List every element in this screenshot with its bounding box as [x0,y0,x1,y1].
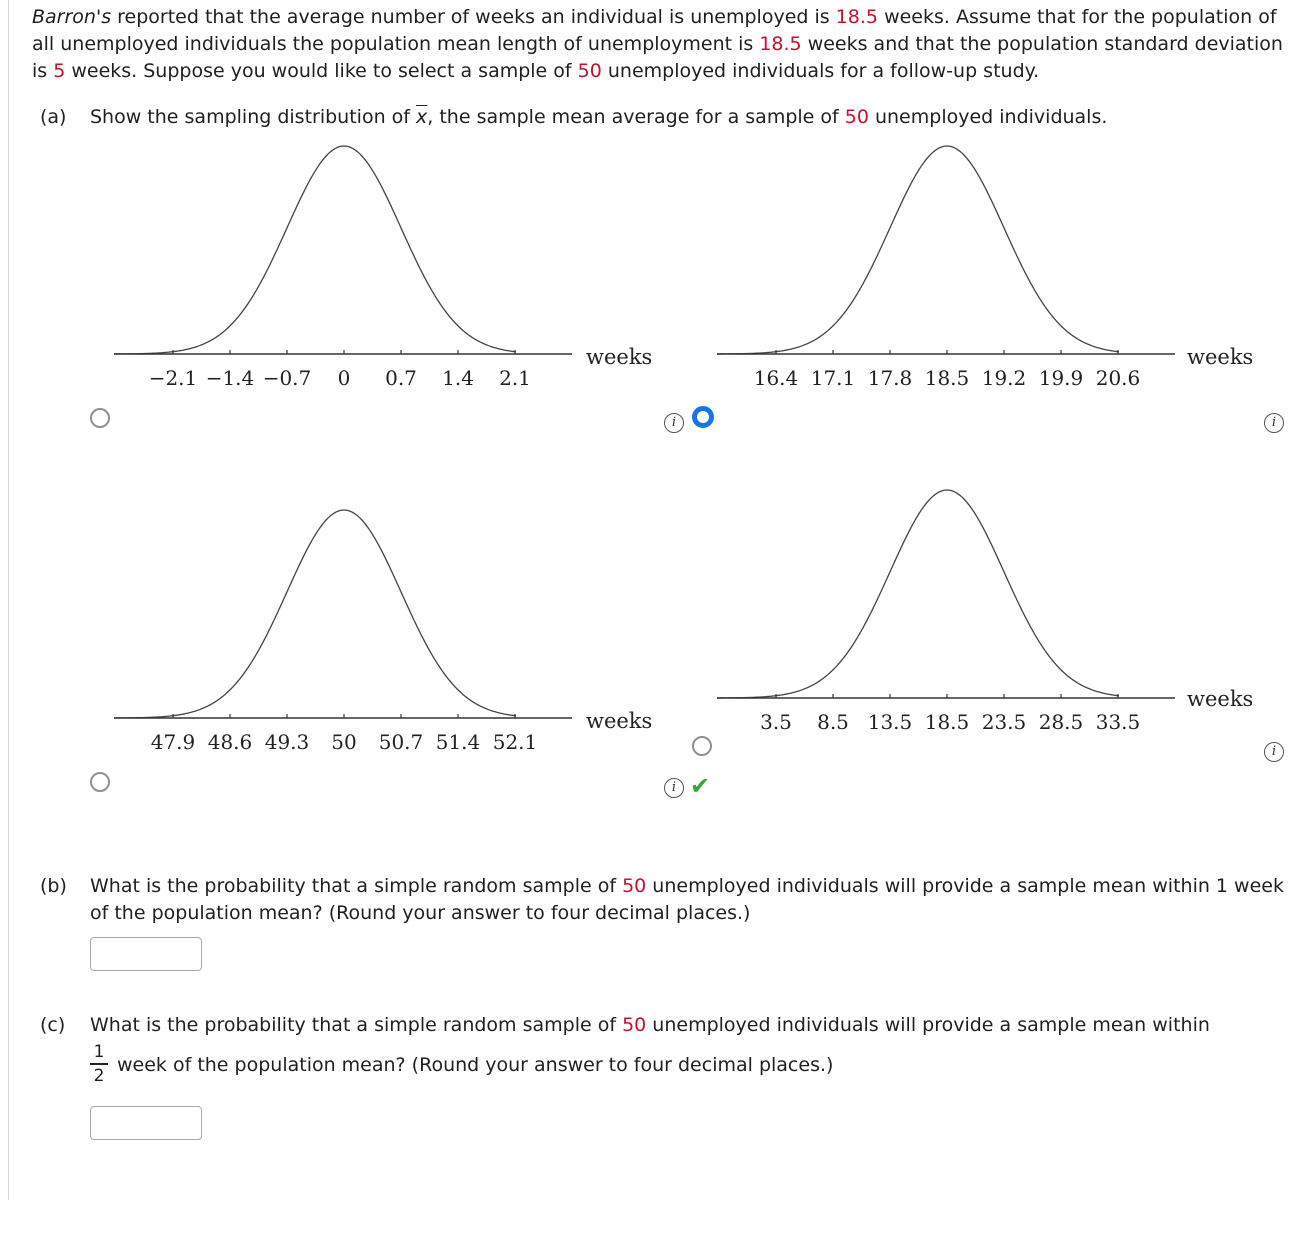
option-4-radio[interactable] [692,736,712,756]
part-c-question-line-2: week of the population mean? (Round your answer to four decimal places.) [117,1054,834,1076]
tick-label: 18.5 [924,366,970,390]
tick-label: 18.5 [924,710,970,734]
tick-label: 50.7 [378,730,424,754]
problem-line-3 [32,58,1290,85]
text: Show the sampling distribution of [90,106,417,128]
tick-label: 17.8 [867,366,913,390]
info-icon[interactable]: i [1264,742,1284,762]
one-half-fraction [90,1042,108,1086]
tick-label: 28.5 [1038,710,1084,734]
part-b-question-line-1 [90,873,1290,900]
tick-label: −2.1 [148,366,198,390]
text: reported that the average number of weeks an individual is unemployed is [111,6,836,28]
normal-curve-graph [715,140,1263,400]
text: is [32,60,54,82]
left-border [8,0,9,1200]
normal-curve [717,490,1119,698]
text: all unemployed individuals the population mean length of unemployment is [32,33,760,55]
problem-statement [32,4,1290,85]
tick-label: −0.7 [262,366,312,390]
normal-curve [114,510,516,718]
part-b-label: (b) [40,875,67,897]
info-icon[interactable]: i [664,778,684,798]
unit-label: weeks [586,345,653,369]
option-3-radio[interactable] [90,772,110,792]
text: unemployed individuals will provide a sample mean within 1 week [646,875,1284,897]
text: unemployed individuals. [868,106,1108,128]
sample-size-value: 50 [577,60,602,82]
tick-labels [149,366,531,390]
tick-label: 20.6 [1095,366,1141,390]
info-icon[interactable]: i [1264,413,1284,433]
tick-label: −1.4 [205,366,255,390]
normal-curve-graph [112,504,660,764]
normal-curve-graph [112,140,660,400]
tick-label: 8.5 [817,710,849,734]
normal-curve [114,146,516,354]
normal-curve [717,146,1119,354]
tick-label: 16.4 [753,366,799,390]
part-a-question [90,104,1280,131]
problem-line-1 [32,4,1290,31]
tick-label: 13.5 [867,710,913,734]
sample-size-value: 50 [844,106,869,128]
text: weeks. Assume that for the population of [878,6,1277,28]
source-name: Barron's [32,6,112,28]
tick-label: 19.9 [1038,366,1084,390]
part-a-label: (a) [40,106,67,128]
part-c-answer-input[interactable] [90,1106,202,1140]
text: weeks. Suppose you would like to select a sample of [65,60,578,82]
fraction-denominator: 2 [93,1065,105,1086]
tick-label: 2.1 [499,366,531,390]
option-3-graph [112,504,660,764]
tick-label: 51.4 [435,730,481,754]
part-c-question-line-1 [90,1012,1280,1039]
tick-label: 19.2 [981,366,1027,390]
tick-label: 47.9 [150,730,196,754]
unit-label: weeks [586,709,653,733]
tick-label: 17.1 [810,366,856,390]
mean-value: 18.5 [835,6,879,28]
x-bar-symbol: $\overline{x}$ [416,106,428,128]
tick-label: 52.1 [492,730,538,754]
text: What is the probability that a simple random sample of [90,875,623,897]
text: , the sample mean average for a sample of [427,106,845,128]
normal-curve-graph [715,484,1263,744]
tick-label: 23.5 [981,710,1027,734]
unit-label: weeks [1187,687,1254,711]
info-icon[interactable]: i [664,413,684,433]
check-icon: ✔ [690,772,711,800]
text: What is the probability that a simple random sample of [90,1014,623,1036]
unit-label: weeks [1187,345,1254,369]
text: unemployed individuals for a follow-up study. [601,60,1040,82]
tick-label: 0 [337,366,351,390]
tick-labels [151,730,538,754]
tick-label: 50 [331,730,357,754]
std-dev-value: 5 [53,60,66,82]
problem-line-2 [32,31,1290,58]
part-b-answer-input[interactable] [90,937,202,971]
tick-labels [760,710,1140,734]
tick-label: 49.3 [264,730,310,754]
part-c-label: (c) [40,1014,66,1036]
tick-label: 48.6 [207,730,253,754]
sample-size-value: 50 [622,875,647,897]
mean-value: 18.5 [759,33,802,55]
option-2-radio[interactable] [692,406,714,428]
fraction-numerator: 1 [93,1042,105,1062]
option-4-graph [715,484,1263,744]
tick-label: 1.4 [442,366,474,390]
fraction-bar [90,1063,108,1065]
tick-labels [754,366,1141,390]
option-2-graph [715,140,1263,400]
option-1-radio[interactable] [90,408,110,428]
tick-label: 0.7 [385,366,417,390]
part-b-question-line-2: of the population mean? (Round your answer to four decimal places.) [90,902,751,924]
text: unemployed individuals will provide a sample mean within [646,1014,1210,1036]
text: weeks and that the population standard deviation [801,33,1283,55]
sample-size-value: 50 [622,1014,647,1036]
tick-label: 33.5 [1095,710,1141,734]
option-1-graph [112,140,660,400]
tick-label: 3.5 [760,710,792,734]
